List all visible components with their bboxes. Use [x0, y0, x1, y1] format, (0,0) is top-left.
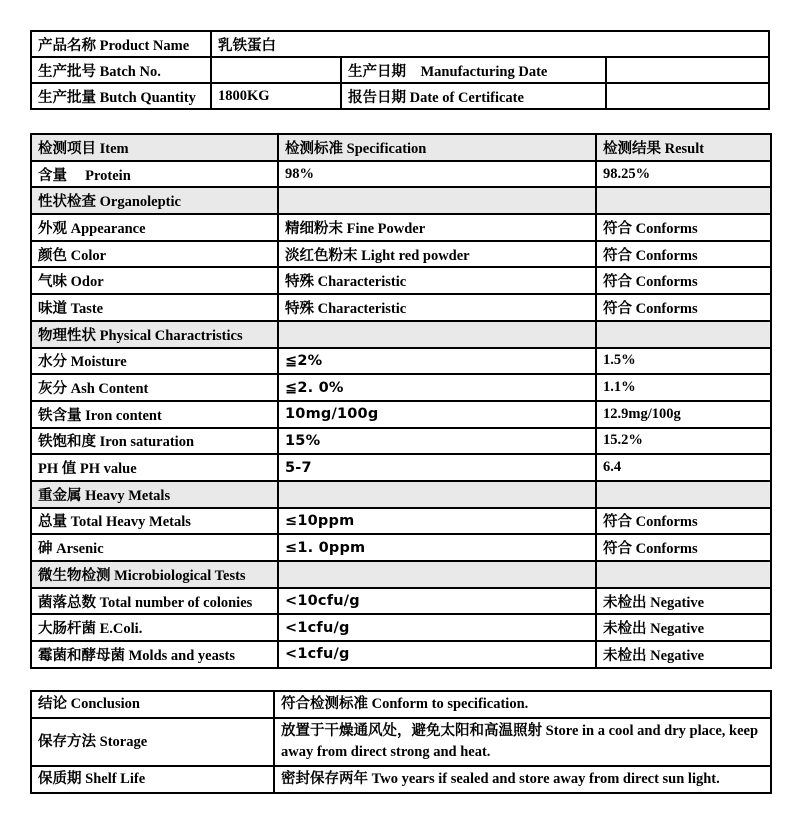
- header-item: 检测项目 Item: [31, 134, 278, 161]
- iron-content-spec-cell: 10mg/100g: [278, 401, 596, 428]
- total-heavy-metals-item-cell: 总量 Total Heavy Metals: [31, 508, 278, 535]
- batch-no-value: 生产日期 Manufacturing Date: [341, 57, 606, 83]
- results-header-row: [31, 134, 771, 161]
- total-heavy-metals-spec-cell: ≤10ppm: [278, 508, 596, 535]
- row-conclusion: [31, 691, 771, 718]
- row-batch-quantity: [31, 83, 769, 109]
- appearance-item-cell: 外观 Appearance: [31, 214, 278, 241]
- data-row-appearance: [31, 214, 771, 241]
- data-row-iron-content: [31, 401, 771, 428]
- row-product-name: [31, 31, 769, 57]
- molds-yeasts-spec-cell: <1cfu/g: [278, 641, 596, 668]
- section-row-physical: [31, 321, 771, 348]
- batch-quantity-value: [606, 83, 769, 109]
- iron-saturation-spec-cell: 15%: [278, 428, 596, 455]
- iron-saturation-item-cell: 铁饱和度 Iron saturation: [31, 428, 278, 455]
- conclusion-value: 符合检测标准 Conform to specification.: [274, 691, 771, 718]
- moisture-spec-cell: ≦2%: [278, 348, 596, 375]
- protein-item-cell: 含量 Protein: [31, 161, 278, 188]
- ash-content-result-cell: 1.1%: [596, 374, 771, 401]
- color-result-cell: 符合 Conforms: [596, 241, 771, 268]
- section-row-organoleptic: [31, 187, 771, 214]
- taste-spec-cell: 特殊 Characteristic: [278, 294, 596, 321]
- molds-yeasts-item-cell: 霉菌和酵母菌 Molds and yeasts: [31, 641, 278, 668]
- total-heavy-metals-result-cell: 符合 Conforms: [596, 508, 771, 535]
- total-colonies-result-cell: 未检出 Negative: [596, 588, 771, 615]
- row-shelf-life: [31, 766, 771, 793]
- batch-no-value: [211, 57, 341, 83]
- physical-spec-cell: [278, 321, 596, 348]
- molds-yeasts-result-cell: 未检出 Negative: [596, 641, 771, 668]
- physical-item-cell: 物理性状 Physical Charactristics: [31, 321, 278, 348]
- microbiological-spec-cell: [278, 561, 596, 588]
- data-row-molds-yeasts: [31, 641, 771, 668]
- data-row-protein: [31, 161, 771, 188]
- data-row-total-heavy-metals: [31, 508, 771, 535]
- arsenic-result-cell: 符合 Conforms: [596, 534, 771, 561]
- taste-result-cell: 符合 Conforms: [596, 294, 771, 321]
- product-info-table-body: [31, 31, 769, 109]
- iron-content-result-cell: 12.9mg/100g: [596, 401, 771, 428]
- microbiological-item-cell: 微生物检测 Microbiological Tests: [31, 561, 278, 588]
- ash-content-item-cell: 灰分 Ash Content: [31, 374, 278, 401]
- organoleptic-spec-cell: [278, 187, 596, 214]
- data-row-total-colonies: [31, 588, 771, 615]
- storage-label: 保存方法 Storage: [31, 718, 274, 766]
- data-row-iron-saturation: [31, 428, 771, 455]
- header-result: 检测结果 Result: [596, 134, 771, 161]
- protein-spec-cell: 98%: [278, 161, 596, 188]
- organoleptic-item-cell: 性状检查 Organoleptic: [31, 187, 278, 214]
- product-name-label: 产品名称 Product Name: [31, 31, 211, 57]
- row-storage: [31, 718, 771, 766]
- row-batch-no: [31, 57, 769, 83]
- color-spec-cell: 淡红色粉末 Light red powder: [278, 241, 596, 268]
- conclusion-table-body: [31, 691, 771, 793]
- total-colonies-item-cell: 菌落总数 Total number of colonies: [31, 588, 278, 615]
- iron-content-item-cell: 铁含量 Iron content: [31, 401, 278, 428]
- heavy-metals-item-cell: 重金属 Heavy Metals: [31, 481, 278, 508]
- storage-value: 放置于干燥通风处，避免太阳和高温照射 Store in a cool and dry place, keep away from direct strong and heat.: [274, 718, 771, 766]
- conclusion-table: [30, 690, 772, 794]
- section-row-heavy-metals: [31, 481, 771, 508]
- test-results-table: [30, 133, 772, 669]
- moisture-item-cell: 水分 Moisture: [31, 348, 278, 375]
- batch-no-label: 生产批号 Batch No.: [31, 57, 211, 83]
- ph-value-item-cell: PH 值 PH value: [31, 454, 278, 481]
- shelf-life-value: 密封保存两年 Two years if sealed and store away from direct sun light.: [274, 766, 771, 793]
- conclusion-label: 结论 Conclusion: [31, 691, 274, 718]
- batch-no-value: [606, 57, 769, 83]
- protein-result-cell: 98.25%: [596, 161, 771, 188]
- microbiological-result-cell: [596, 561, 771, 588]
- data-row-ash-content: [31, 374, 771, 401]
- data-row-arsenic: [31, 534, 771, 561]
- appearance-result-cell: 符合 Conforms: [596, 214, 771, 241]
- section-row-microbiological: [31, 561, 771, 588]
- ecoli-item-cell: 大肠杆菌 E.Coli.: [31, 614, 278, 641]
- ecoli-spec-cell: <1cfu/g: [278, 614, 596, 641]
- data-row-ecoli: [31, 614, 771, 641]
- data-row-ph-value: [31, 454, 771, 481]
- physical-result-cell: [596, 321, 771, 348]
- product-name-value: 乳铁蛋白: [211, 31, 769, 57]
- appearance-spec-cell: 精细粉末 Fine Powder: [278, 214, 596, 241]
- arsenic-item-cell: 砷 Arsenic: [31, 534, 278, 561]
- odor-spec-cell: 特殊 Characteristic: [278, 267, 596, 294]
- product-info-table: [30, 30, 770, 110]
- data-row-moisture: [31, 348, 771, 375]
- moisture-result-cell: 1.5%: [596, 348, 771, 375]
- arsenic-spec-cell: ≤1. 0ppm: [278, 534, 596, 561]
- data-row-taste: [31, 294, 771, 321]
- iron-saturation-result-cell: 15.2%: [596, 428, 771, 455]
- shelf-life-label: 保质期 Shelf Life: [31, 766, 274, 793]
- organoleptic-result-cell: [596, 187, 771, 214]
- data-row-color: [31, 241, 771, 268]
- ecoli-result-cell: 未检出 Negative: [596, 614, 771, 641]
- heavy-metals-result-cell: [596, 481, 771, 508]
- odor-item-cell: 气味 Odor: [31, 267, 278, 294]
- data-row-odor: [31, 267, 771, 294]
- color-item-cell: 颜色 Color: [31, 241, 278, 268]
- ph-value-result-cell: 6.4: [596, 454, 771, 481]
- ph-value-spec-cell: 5-7: [278, 454, 596, 481]
- header-specification: 检测标准 Specification: [278, 134, 596, 161]
- ash-content-spec-cell: ≦2. 0%: [278, 374, 596, 401]
- taste-item-cell: 味道 Taste: [31, 294, 278, 321]
- odor-result-cell: 符合 Conforms: [596, 267, 771, 294]
- test-results-table-body: [31, 134, 771, 668]
- total-colonies-spec-cell: <10cfu/g: [278, 588, 596, 615]
- batch-quantity-label: 生产批量 Butch Quantity: [31, 83, 211, 109]
- heavy-metals-spec-cell: [278, 481, 596, 508]
- batch-quantity-value: 1800KG: [211, 83, 341, 109]
- batch-quantity-value: 报告日期 Date of Certificate: [341, 83, 606, 109]
